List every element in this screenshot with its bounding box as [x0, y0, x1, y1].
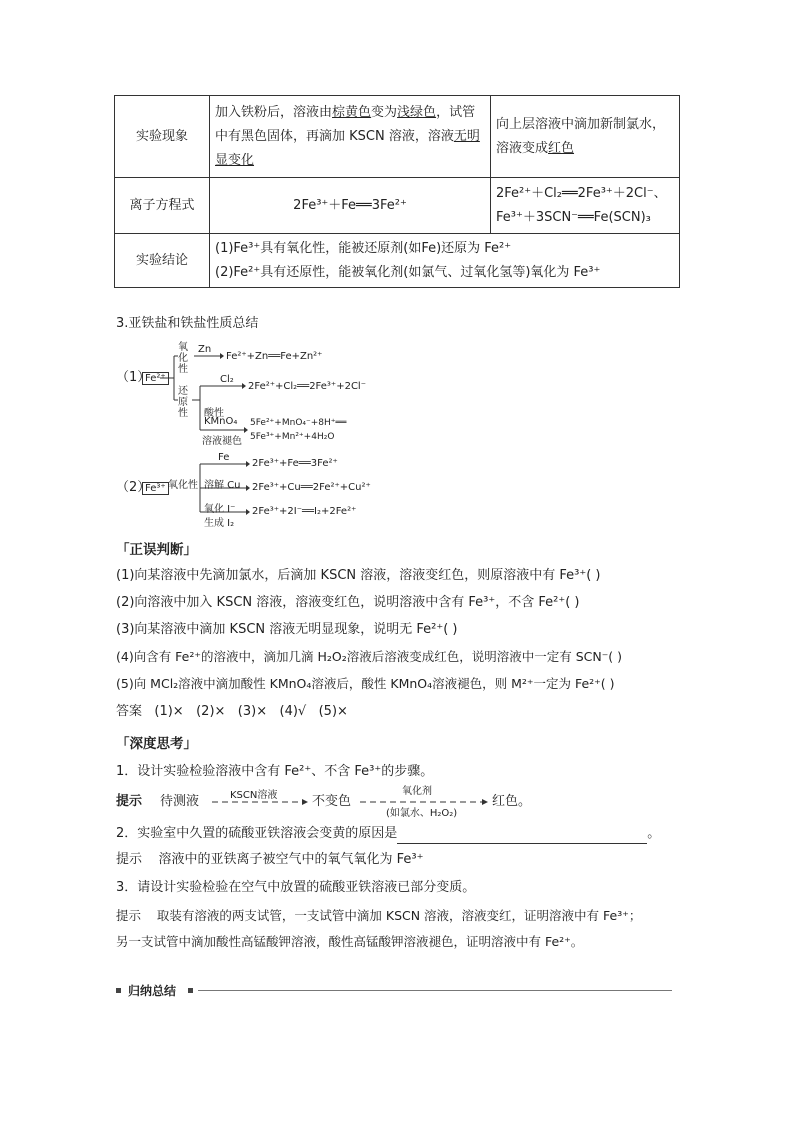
cell-text: Fe³⁺＋3SCN⁻══Fe(SCN)₃	[496, 209, 651, 225]
answer-blank	[397, 829, 647, 844]
row-head: 实验结论	[115, 234, 210, 288]
cell-text: 2Fe²⁺＋Cl₂══2Fe³⁺＋2Cl⁻、	[496, 185, 667, 201]
question-text: 。	[647, 826, 661, 841]
reagent-label: 溶解 Cu	[204, 480, 241, 491]
cell-text: 变为	[371, 104, 398, 120]
judge-title: 正误判断	[129, 542, 184, 558]
reagent-label: (如氯水、H₂O₂)	[386, 808, 458, 819]
ion-box: Fe²⁺	[142, 372, 169, 385]
diagram-label: （2）	[116, 480, 151, 495]
cell-text: 向上层溶液中滴加新制氯水，溶液变成	[496, 116, 666, 156]
judge-item: (1)向某溶液中先滴加氯水，后滴加 KSCN 溶液，溶液变红色，则原溶液中有 Fe³⁺( )	[116, 568, 601, 583]
equation: 5Fe²⁺+MnO₄⁻+8H⁺══	[250, 418, 347, 428]
condition-label: 溶液褪色	[202, 436, 242, 447]
equation: 2Fe³⁺+2I⁻══I₂+2Fe²⁺	[252, 506, 357, 517]
question: 3．请设计实验检验在空气中放置的硫酸亚铁溶液已部分变质。	[116, 880, 476, 895]
q1-tip	[116, 786, 556, 819]
table-cell	[210, 96, 491, 178]
judge-item: (5)向 MCl₂溶液中滴加酸性 KMnO₄溶液后，酸性 KMnO₄溶液褪色，则 M²⁺一定为 Fe²⁺( )	[116, 676, 615, 691]
cell-text: (2)Fe²⁺具有还原性，能被氧化剂(如氯气、过氧化氢等)氧化为 Fe³⁺	[215, 264, 601, 280]
condition-label: 酸性	[204, 408, 224, 419]
question	[116, 824, 660, 844]
judge-heading	[116, 538, 197, 558]
tip-label: 提示	[116, 794, 143, 809]
judge-item: (2)向溶液中加入 KSCN 溶液，溶液变红色，说明溶液中含有 Fe³⁺，不含 Fe²⁺( )	[116, 595, 580, 610]
condition-label: KMnO₄	[204, 416, 238, 427]
tip-text: 待测液	[160, 794, 200, 809]
tip-text: 提示 取装有溶液的两支试管，一支试管中滴加 KSCN 溶液，溶液变红，证明溶液中有 Fe³⁺；	[116, 908, 642, 923]
reagent-label: KSCN溶液	[230, 790, 278, 801]
tip-text: 提示 溶液中的亚铁离子被空气中的氧气氧化为 Fe³⁺	[116, 852, 424, 867]
deep-heading	[116, 732, 197, 752]
tip-text: 红色。	[492, 794, 532, 809]
experiment-table	[114, 95, 680, 288]
oxidizing-label: 氧化性	[178, 342, 188, 375]
equation: 2Fe³⁺+Fe══3Fe²⁺	[252, 458, 338, 469]
cell-text: 棕黄色	[332, 104, 372, 120]
ion-box: Fe³⁺	[142, 482, 169, 495]
divider	[198, 990, 672, 991]
answer-line: 答案 (1)× (2)× (3)× (4)√ (5)×	[116, 704, 348, 719]
bracket-icon: 「	[116, 736, 130, 752]
tip-text: 不变色	[312, 794, 352, 809]
cell-text: 红色	[548, 140, 575, 156]
cell-text: 加入铁粉后，溶液由	[215, 104, 333, 120]
cell-text: 无明显变化	[215, 128, 480, 168]
reducing-label: 还原性	[178, 386, 188, 419]
reagent-label: Cl₂	[220, 374, 234, 385]
tip-text: 另一支试管中滴加酸性高锰酸钾溶液，酸性高锰酸钾溶液褪色，证明溶液中有 Fe²⁺。	[116, 934, 584, 949]
table-cell	[491, 178, 680, 234]
question-text: 2．实验室中久置的硫酸亚铁溶液会变黄的原因是	[116, 826, 398, 841]
row-head: 离子方程式	[115, 178, 210, 234]
section-title: 3.亚铁盐和铁盐性质总结	[116, 316, 259, 331]
equation: Fe²⁺+Zn══Fe+Zn²⁺	[226, 351, 323, 362]
equation: 2Fe³⁺+Cu══2Fe²⁺+Cu²⁺	[252, 482, 371, 493]
reagent-label: Zn	[198, 344, 212, 355]
reagent-label: 氧化 I⁻	[204, 504, 236, 515]
row-head: 实验现象	[115, 96, 210, 178]
judge-item: (3)向某溶液中滴加 KSCN 溶液无明显现象，说明无 Fe²⁺( )	[116, 622, 458, 637]
square-icon	[188, 988, 193, 993]
bracket-icon: 「	[116, 542, 130, 558]
equation: 5Fe³⁺+Mn²⁺+4H₂O	[250, 432, 335, 442]
fe3-diagram	[116, 452, 416, 528]
question: 1．设计实验检验溶液中含有 Fe²⁺、不含 Fe³⁺的步骤。	[116, 764, 434, 779]
bracket-icon: 」	[183, 736, 197, 752]
table-cell: 2Fe³⁺＋Fe══3Fe²⁺	[210, 178, 491, 234]
table-cell	[210, 234, 680, 288]
fe2-diagram	[116, 340, 416, 447]
reagent-label: Fe	[218, 452, 230, 463]
bracket-icon: 」	[183, 542, 197, 558]
reagent-label: 生成 I₂	[204, 518, 235, 529]
square-icon	[116, 988, 121, 993]
cell-text: (1)Fe³⁺具有氧化性，能被还原剂(如Fe)还原为 Fe²⁺	[215, 240, 512, 256]
table-row	[115, 96, 680, 178]
summary-title: 归纳总结	[128, 984, 177, 998]
deep-title: 深度思考	[129, 736, 184, 752]
summary-heading	[116, 982, 672, 1002]
diagram-label: （1）	[116, 370, 151, 385]
table-row	[115, 178, 680, 234]
judge-item: (4)向含有 Fe²⁺的溶液中，滴加几滴 H₂O₂溶液后溶液变成红色，说明溶液中一定有 SCN⁻( )	[116, 649, 623, 664]
oxidizing-label: 氧化性	[168, 480, 198, 491]
cell-text: 浅绿色	[397, 104, 437, 120]
equation: 2Fe²⁺+Cl₂══2Fe³⁺+2Cl⁻	[248, 381, 366, 392]
table-row	[115, 234, 680, 288]
reagent-label: 氧化剂	[402, 786, 432, 797]
table-cell	[491, 96, 680, 178]
cell-text: ，试管中有黑色固体，再滴加 KSCN 溶液，溶液	[215, 104, 476, 144]
